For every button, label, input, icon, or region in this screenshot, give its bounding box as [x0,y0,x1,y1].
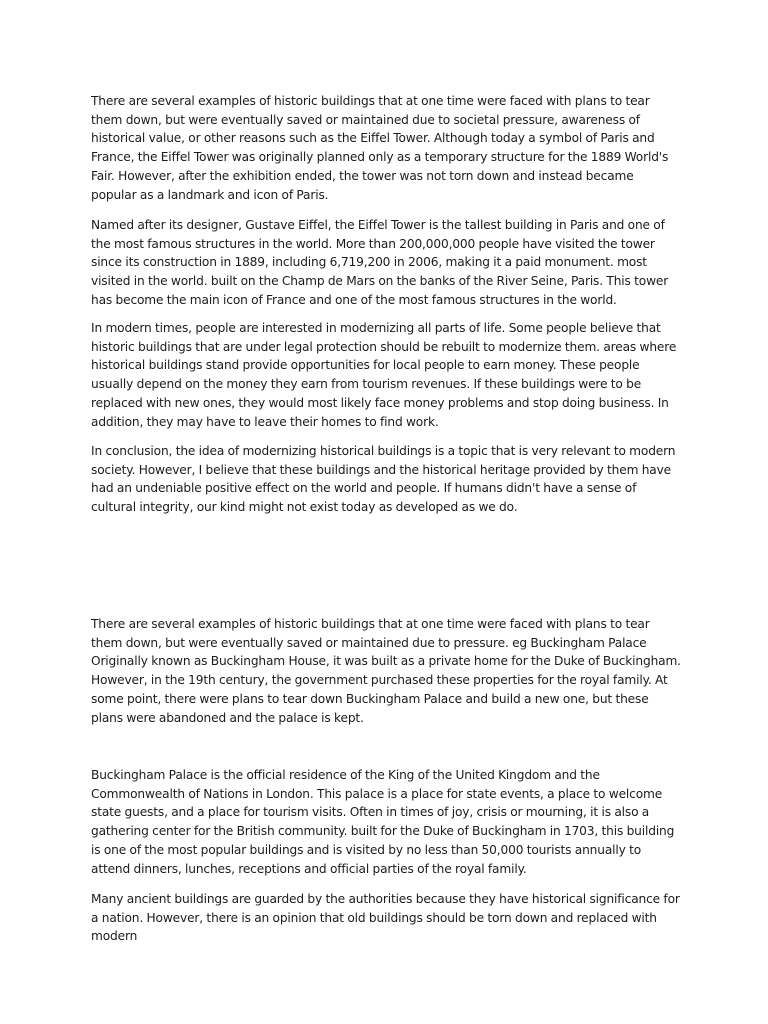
paragraph-eiffel-details: Named after its designer, Gustave Eiffel, the Eiffel Tower is the tallest building in Paris and one of the most famous structures in the world. More than 200,000,000 people have visited the tower since its construction in 1889, including 6,719,200 in 2006, making it a paid monument. most visited in the world. built on the Champ de Mars on the banks of the River Seine, Paris. This tower has become the main icon of France and one of the most famous structures in the world. [91,218,669,307]
paragraph-conclusion: In conclusion, the idea of modernizing historical buildings is a topic that is very relevant to modern society. However, I believe that these buildings and the historical heritage provided by them have had an undeniable positive effect on the world and people. If humans didn't have a sense of cultural integrity, our kind might not exist today as developed as we do. [91,444,676,515]
paragraph-ancient-buildings: Many ancient buildings are guarded by the authorities because they have historical significance for a nation. However, there is an opinion that old buildings should be torn down and replaced with modern [91,892,680,944]
paragraph-modernization: In modern times, people are interested in modernizing all parts of life. Some people believe that historic buildings that are under legal protection should be rebuilt to modernize them. areas where historical buildings stand provide opportunities for local people to earn money. These people usually depend on the money they earn from tourism revenues. If these buildings were to be replaced with new ones, they would most likely face money problems and stop doing business. In addition, they may have to leave their homes to find work. [91,321,677,429]
paragraph-buckingham-intro: There are several examples of historic buildings that at one time were faced with plans to tear them down, but were eventually saved or maintained due to pressure. eg Buckingham Palace Originally known as Buckingham House, it was built as a private home for the Duke of Buckingham. However, in the 19th century, the government purchased these properties for the royal family. At some point, there were plans to tear down Buckingham Palace and build a new one, but these plans were abandoned and the palace is kept. [91,617,681,725]
paragraph-buckingham-details: Buckingham Palace is the official residence of the King of the United Kingdom and the Commonwealth of Nations in London. This palace is a place for state events, a place to welcome state guests, and a place for tourism visits. Often in times of joy, crisis or mourning, it is also a gathering center for the British community. built for the Duke of Buckingham in 1703, this building is one of the most popular buildings and is visited by no less than 50,000 tourists annually to attend dinners, lunches, receptions and official parties of the royal family. [91,768,675,876]
paragraph-eiffel-intro: There are several examples of historic buildings that at one time were faced with plans to tear them down, but were eventually saved or maintained due to societal pressure, awareness of historical value, or other reasons such as the Eiffel Tower. Although today a symbol of Paris and France, the Eiffel Tower was originally planned only as a temporary structure for the 1889 World's Fair. However, after the exhibition ended, the tower was not torn down and instead became popular as a landmark and icon of Paris. [91,94,669,202]
